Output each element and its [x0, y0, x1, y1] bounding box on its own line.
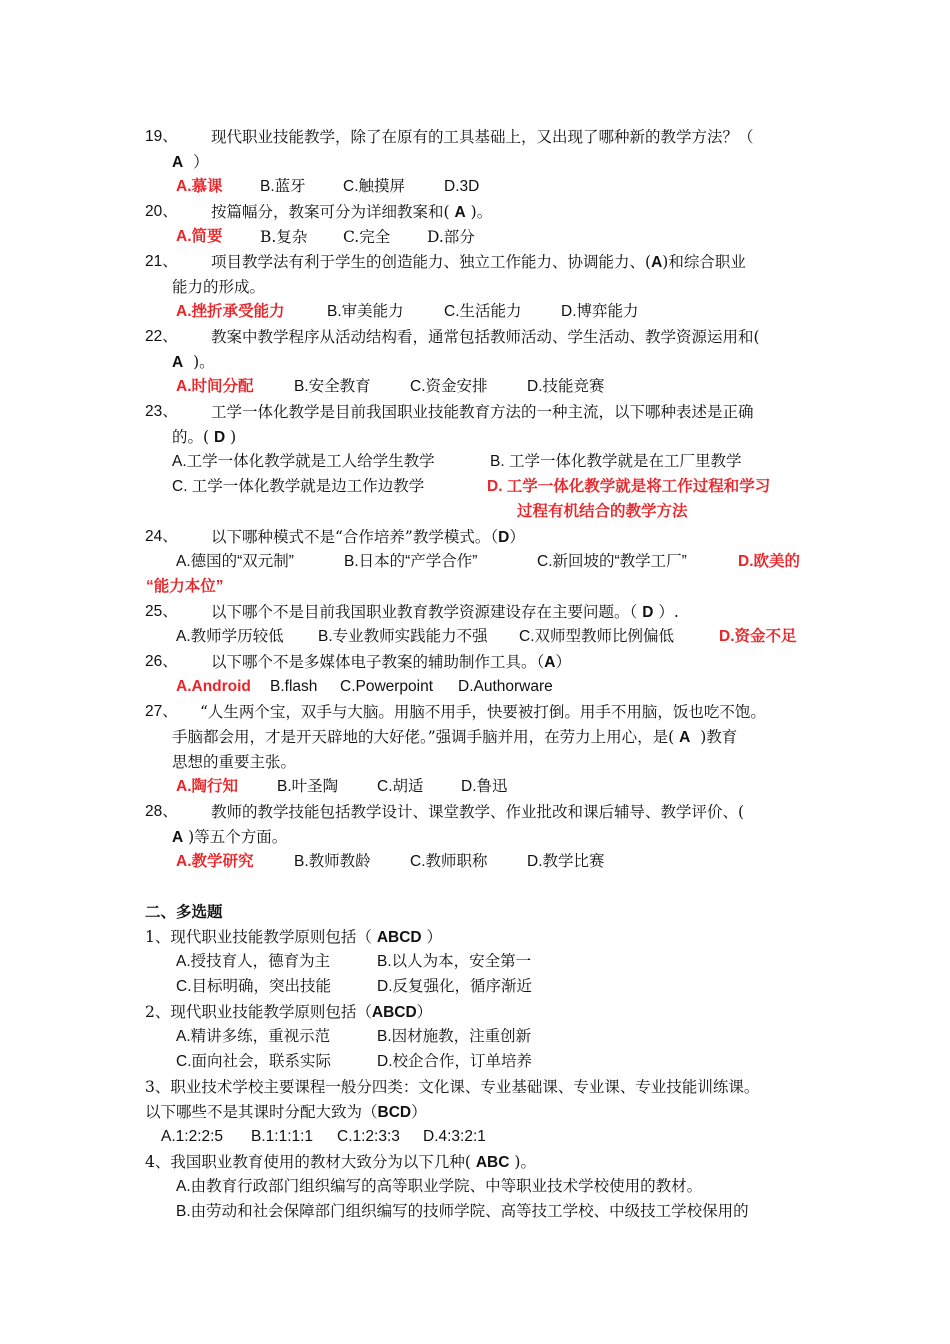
question-number: 26、 — [145, 653, 178, 670]
question-text-pre: 4、我国职业教育使用的教材大致分为以下几种( — [145, 1153, 471, 1171]
option-a: A.由教育行政部门组织编写的高等职业学院、中等职业技术学校使用的教材。 — [176, 1178, 703, 1195]
question-number: 21、 — [145, 253, 178, 270]
option-c: C.目标明确，突出技能 — [176, 978, 332, 995]
question-text-pre: 2、现代职业技能教学原则包括（ — [145, 1003, 372, 1021]
option-d-correct: D.资金不足 — [719, 628, 797, 645]
answer-line — [172, 152, 209, 173]
question-text-cont — [145, 1102, 427, 1123]
option-c: C.面向社会，联系实际 — [176, 1053, 332, 1070]
option-d: D.部分 — [427, 228, 475, 246]
answer-line — [172, 352, 215, 373]
question-text-end: ) — [230, 428, 237, 446]
option-b: B.专业教师实践能力不强 — [318, 628, 488, 645]
question-text-pre: 以下哪种模式不是“合作培养”教学模式。（ — [211, 528, 499, 546]
option-d: D.4:3:2:1 — [423, 1128, 486, 1145]
question-text: 3、职业技术学校主要课程一般分四类：文化课、专业基础课、专业课、专业技能训练课。 — [145, 1078, 760, 1096]
question-text — [145, 927, 442, 948]
question-text-pre: 项目教学法有利于学生的创造能力、独立工作能力、协调能力、( — [211, 253, 652, 271]
option-d-correct-cont: 过程有机结合的教学方法 — [517, 503, 688, 520]
question-text-pre: 手脑都会用，才是开天辟地的大好佬。”强调手脑并用，在劳力上用心，是( — [172, 728, 675, 746]
question-text-pre: 按篇幅分，教案可分为详细教案和( — [211, 203, 450, 221]
question-text-post: )和综合职业 — [662, 253, 746, 271]
option-c: C. 工学一体化教学就是边工作边教学 — [172, 478, 425, 495]
question-text: 教师的教学技能包括教学设计、课堂教学、作业批改和课后辅导、教学评价、( — [211, 803, 745, 821]
option-b: B.蓝牙 — [260, 178, 306, 195]
option-d: D.技能竞赛 — [527, 378, 605, 395]
question-text-post: )教育 — [700, 728, 738, 746]
question-number: 23、 — [145, 403, 178, 420]
question-number: 22、 — [145, 328, 178, 345]
question-text-cont — [172, 427, 236, 448]
question-text-cont: 能力的形成。 — [172, 278, 266, 296]
option-d: D.教学比赛 — [527, 853, 605, 870]
option-a: A.工学一体化教学就是工人给学生教学 — [172, 453, 435, 470]
option-d-correct-cont: “能力本位” — [146, 578, 224, 595]
answer-letter: A — [172, 354, 184, 371]
question-text — [211, 202, 492, 223]
answer-letter: A — [454, 204, 466, 221]
answer-letter: A — [544, 654, 556, 671]
option-d-correct: D. 工学一体化教学就是将工作过程和学习 — [487, 478, 771, 495]
option-b: B.由劳动和社会保障部门组织编写的技师学院、高等技工学校、中级技工学校保用的 — [176, 1203, 749, 1220]
question-text: “人生两个宝，双手与大脑。用脑不用手，快要被打倒。用手不用脑，饭也吃不饱。 — [200, 703, 766, 721]
option-b: B.审美能力 — [327, 303, 404, 320]
answer-letter: D — [642, 604, 654, 621]
question-text — [211, 252, 746, 273]
question-text-post: ） — [426, 928, 443, 946]
option-a: A.精讲多练，重视示范 — [176, 1028, 331, 1045]
option-a-correct: A.教学研究 — [176, 853, 254, 870]
option-a-correct: A.时间分配 — [176, 378, 254, 395]
option-d: D.校企合作，订单培养 — [377, 1053, 533, 1070]
question-text-end: )。 — [193, 353, 215, 371]
option-a-correct: A.Android — [176, 678, 251, 695]
question-number: 19、 — [145, 128, 178, 145]
option-b: B.叶圣陶 — [277, 778, 339, 795]
question-text-post: ） — [411, 1103, 427, 1121]
option-c: C.1:2:3:3 — [337, 1128, 400, 1145]
option-d-correct: D.欧美的 — [738, 553, 801, 570]
answer-line — [172, 827, 287, 848]
answer-letter: D — [214, 429, 226, 446]
question-text-pre: 以下哪个不是目前我国职业教育教学资源建设存在主要问题。（ — [211, 603, 638, 621]
option-d: D.博弈能力 — [561, 303, 639, 320]
option-d: D.鲁迅 — [461, 778, 508, 795]
option-b: B. 工学一体化教学就是在工厂里教学 — [490, 453, 742, 470]
question-text-post: ）. — [658, 603, 679, 621]
option-b: B.flash — [270, 678, 318, 695]
question-text-pre: 1、现代职业技能教学原则包括（ — [145, 928, 372, 946]
question-text-post: ） — [509, 528, 525, 546]
option-a: A.授技育人，德育为主 — [176, 953, 331, 970]
option-b: B.教师教龄 — [294, 853, 371, 870]
option-a: A.教师学历较低 — [176, 628, 284, 645]
question-text — [145, 1152, 536, 1173]
question-text-post: ） — [555, 653, 571, 671]
question-text — [145, 1002, 432, 1023]
question-text-cont — [172, 727, 737, 748]
option-d: D.反复强化，循序渐近 — [377, 978, 533, 995]
option-b: B.以人为本，安全第一 — [377, 953, 532, 970]
answer-letter: A — [651, 254, 663, 271]
section-title: 二、多选题 — [145, 902, 223, 921]
option-a: A.德国的“双元制” — [176, 553, 294, 570]
option-b: B.日本的“产学合作” — [344, 553, 478, 570]
question-text-end: )等五个方面。 — [188, 828, 288, 846]
option-c: C.资金安排 — [410, 378, 488, 395]
answer-letters: ABCD — [376, 929, 422, 946]
option-d: D.3D — [444, 178, 480, 195]
option-c: C.Powerpoint — [340, 678, 434, 695]
answer-letter: A — [172, 154, 184, 171]
question-text — [211, 652, 571, 673]
question-text-post: )。 — [514, 1153, 536, 1171]
option-b: B.1:1:1:1 — [251, 1128, 314, 1145]
option-a: A.1:2:2:5 — [161, 1128, 224, 1145]
option-c: C.生活能力 — [444, 303, 522, 320]
question-number: 28、 — [145, 803, 178, 820]
question-text: 工学一体化教学是目前我国职业技能教育方法的一种主流，以下哪种表述是正确 — [211, 403, 754, 421]
question-text-pre: 以下哪些不是其课时分配大致为（ — [145, 1103, 378, 1121]
option-a-correct: A.慕课 — [176, 178, 223, 195]
option-a-correct: A.挫折承受能力 — [176, 303, 285, 320]
question-text-cont: 思想的重要主张。 — [172, 753, 297, 771]
option-c: C.完全 — [343, 228, 391, 246]
answer-letters: ABC — [475, 1154, 510, 1171]
answer-letter: A — [679, 729, 691, 746]
question-text: 教案中教学程序从活动结构看，通常包括教师活动、学生活动、教学资源运用和( — [211, 328, 760, 346]
option-c: C.胡适 — [377, 778, 424, 795]
answer-letter: D — [498, 529, 510, 546]
answer-letter: A — [172, 829, 184, 846]
option-a-correct: A.简要 — [176, 228, 223, 245]
question-text-pre: 以下哪个不是多媒体电子教案的辅助制作工具。（ — [211, 653, 545, 671]
option-c: C.教师职称 — [410, 853, 488, 870]
option-b: B.复杂 — [260, 228, 308, 246]
question-number: 25、 — [145, 603, 178, 620]
option-c: C.新回坡的“教学工厂” — [537, 553, 687, 570]
question-text-post: ） — [416, 1003, 433, 1021]
question-number: 27、 — [145, 703, 178, 720]
answer-letters: BCD — [377, 1104, 412, 1121]
answer-letters: ABCD — [371, 1004, 417, 1021]
option-c: C.触摸屏 — [343, 178, 406, 195]
question-text: 现代职业技能教学，除了在原有的工具基础上，又出现了哪种新的教学方法？（ — [211, 128, 754, 146]
option-a-correct: A.陶行知 — [176, 778, 239, 795]
question-number: 24、 — [145, 528, 178, 545]
option-b: B.因材施教，注重创新 — [377, 1028, 532, 1045]
question-text — [211, 602, 679, 623]
question-text-pre: 的。( — [172, 428, 210, 446]
option-b: B.安全教育 — [294, 378, 371, 395]
question-text — [211, 527, 525, 548]
option-d: D.Authorware — [458, 678, 553, 695]
question-text-post: )。 — [470, 203, 493, 221]
question-text-end: ） — [193, 153, 209, 171]
option-c: C.双师型教师比例偏低 — [519, 628, 675, 645]
question-number: 20、 — [145, 203, 178, 220]
